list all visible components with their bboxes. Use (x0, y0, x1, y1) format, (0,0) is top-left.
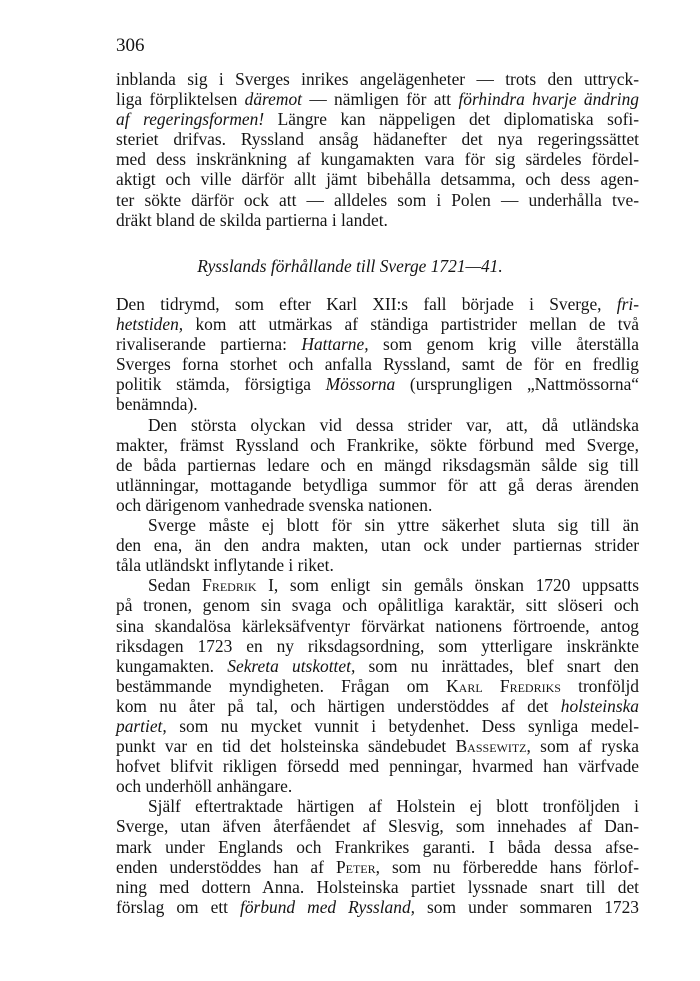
italic-text: af regeringsformen! (116, 109, 265, 130)
text-segment: Sverge måste ej blott för sin yttre säkerhet sluta sig till än (148, 515, 639, 536)
text-line (116, 455, 639, 475)
text-line (116, 475, 639, 495)
text-line (116, 334, 639, 354)
text-line (116, 656, 639, 676)
text-segment: kom nu åter på tal, och härtigen understöddes af det (116, 695, 561, 716)
text-segment: benämnda). (116, 394, 198, 415)
text-line (116, 69, 639, 89)
text-segment: liga förpliktelsen (116, 89, 245, 110)
text-line (116, 435, 639, 455)
text-line (116, 129, 639, 149)
text-segment: — nämligen för att (301, 89, 459, 110)
italic-text: Sekreta utskottet, (227, 655, 356, 676)
text-segment: ning med dottern Anna. Holsteinska partiet lyssnade snart till det (116, 876, 639, 897)
text-segment: tronföljd (560, 675, 639, 696)
page-number: 306 (116, 35, 145, 56)
text-line (116, 776, 639, 796)
italic-text: hetstiden, (116, 314, 184, 335)
text-segment: kungamakten. (116, 655, 228, 676)
italic-text: förhindra hvarje ändring (458, 89, 639, 110)
text-line (116, 877, 639, 897)
text-segment: Själf eftertraktade härtigen af Holstein ej blott tronföljden i (148, 796, 639, 817)
text-segment: förslag om ett (116, 896, 241, 917)
text-segment: enden understöddes han af (116, 856, 336, 877)
italic-text: fri- (616, 294, 639, 314)
text-line (116, 816, 639, 836)
text-segment: den ena, än den andra makten, utan ock under partiernas strider (116, 535, 639, 556)
main-text (116, 294, 639, 917)
text-line (116, 535, 639, 555)
text-segment: Sverge, utan äfven återfåendet af Slesvig, som innehades af Dan- (116, 816, 639, 837)
text-line (116, 595, 639, 615)
italic-text: förbund med Ryssland, (240, 896, 415, 917)
text-line (116, 374, 639, 394)
section-heading: Rysslands förhållande till Sverge 1721—41. (197, 256, 503, 276)
text-segment: dräkt bland de skilda partierna i landet. (116, 209, 388, 230)
italic-text: däremot (244, 89, 302, 110)
text-segment: sina skandalösa kärleksäfventyr förvärkat nationens förtroende, antog (116, 615, 639, 636)
text-segment: , som nu förberedde hans förlof- (375, 856, 639, 877)
text-segment: inblanda sig i Sverges inrikes angelägenheter — trots den uttryck- (116, 69, 639, 89)
text-line (116, 210, 639, 230)
text-segment: hofvet blifvit rikligen försedd med penningar, hvarmed han värfvade (116, 756, 639, 777)
text-segment: som nu inrättades, blef snart den (355, 655, 639, 676)
text-segment: Den tidrymd, som efter Karl XII:s fall började i Sverge, (116, 294, 617, 314)
text-segment: ter sökte därför ock att — alldeles som i Polen — underhålla tve- (116, 189, 639, 210)
text-segment: steriet drifvas. Ryssland ansåg hädanefter det nya regeringssättet (116, 129, 639, 150)
text-segment: Sedan (148, 575, 203, 596)
text-segment: Sverges forna storhet och anfalla Ryssland, samt de för en fredlig (116, 354, 639, 375)
text-line (116, 756, 639, 776)
italic-text: partiet, (116, 715, 167, 736)
text-segment: och underhöll anhängare. (116, 776, 293, 797)
text-line (116, 676, 639, 696)
text-segment: som genom krig ville återställa (368, 334, 639, 355)
text-segment: och därigenom vanhedrade svenska nationen. (116, 494, 433, 515)
text-line (116, 555, 639, 575)
text-line (116, 394, 639, 414)
text-segment: på tronen, genom sin svaga och opålitliga karaktär, sitt slöseri och (116, 595, 639, 616)
text-segment: (ursprungligen „Nattmössorna“ (395, 374, 640, 395)
text-segment: som nu mycket vunnit i betydenhet. Dess synliga medel- (166, 715, 639, 736)
text-segment: makter, främst Ryssland och Frankrike, sökte förbund med Sverge, (116, 434, 639, 455)
text-line (116, 636, 639, 656)
text-segment: mark under Englands och Frankrikes garanti. I båda dessa afse- (116, 836, 639, 857)
text-line (116, 696, 639, 716)
text-segment: politik stämda, försigtiga (116, 374, 326, 395)
text-line (116, 897, 639, 917)
text-segment: rivaliserande partierna: (116, 334, 302, 355)
text-line (116, 109, 639, 129)
italic-text: Hattarne, (301, 334, 369, 355)
text-line (116, 616, 639, 636)
text-line (116, 354, 639, 374)
text-segment: bestämmande myndigheten. Frågan om (116, 675, 447, 696)
text-segment: som under sommaren 1723 (415, 896, 639, 917)
text-line (116, 857, 639, 877)
text-line (116, 837, 639, 857)
text-line (116, 796, 639, 816)
text-line (116, 149, 639, 169)
text-segment: punkt var en tid det holsteinska sändebudet (116, 736, 456, 757)
text-line (116, 515, 639, 535)
intro-paragraph (116, 69, 639, 230)
text-line (116, 495, 639, 515)
text-line (116, 314, 639, 334)
text-line (116, 575, 639, 595)
text-line (116, 716, 639, 736)
smallcaps-name: Bassewitz (455, 736, 527, 757)
text-line (116, 190, 639, 210)
text-line (116, 89, 639, 109)
text-segment: Längre kan näppeligen det diplomatiska sofi- (264, 109, 639, 130)
text-segment: aktigt och ville därför allt jämt bibehålla detsamma, och dess agen- (116, 169, 639, 190)
text-segment: Den största olyckan vid dessa strider var, att, då utländska (148, 414, 639, 435)
text-segment: riksdagen 1723 en ny riksdagsordning, som ytterligare inskränkte (116, 635, 639, 656)
smallcaps-name: Peter (335, 856, 376, 877)
text-line (116, 294, 639, 314)
text-line (116, 415, 639, 435)
text-segment: , som af ryska (526, 736, 639, 757)
text-segment: utlänningar, mottagande betydliga summor för att gå deras ärenden (116, 474, 639, 495)
italic-text: holsteinska (560, 695, 639, 716)
smallcaps-name: Fredrik (202, 575, 257, 596)
italic-text: Mössorna (325, 374, 396, 395)
text-segment: de båda partiernas ledare och en mängd riksdagsmän sålde sig till (116, 454, 639, 475)
smallcaps-name: Karl Fredriks (446, 675, 561, 696)
text-segment: med dess inskränkning af kungamakten vara för sig särdeles fördel- (116, 149, 639, 170)
text-line (116, 736, 639, 756)
text-segment: kom att utmärkas af ständiga partistrider mellan de två (183, 314, 639, 335)
text-segment: I, som enligt sin gemåls önskan 1720 uppsatts (256, 575, 639, 596)
text-segment: tåla utländskt inflytande i riket. (116, 555, 334, 576)
text-line (116, 169, 639, 189)
